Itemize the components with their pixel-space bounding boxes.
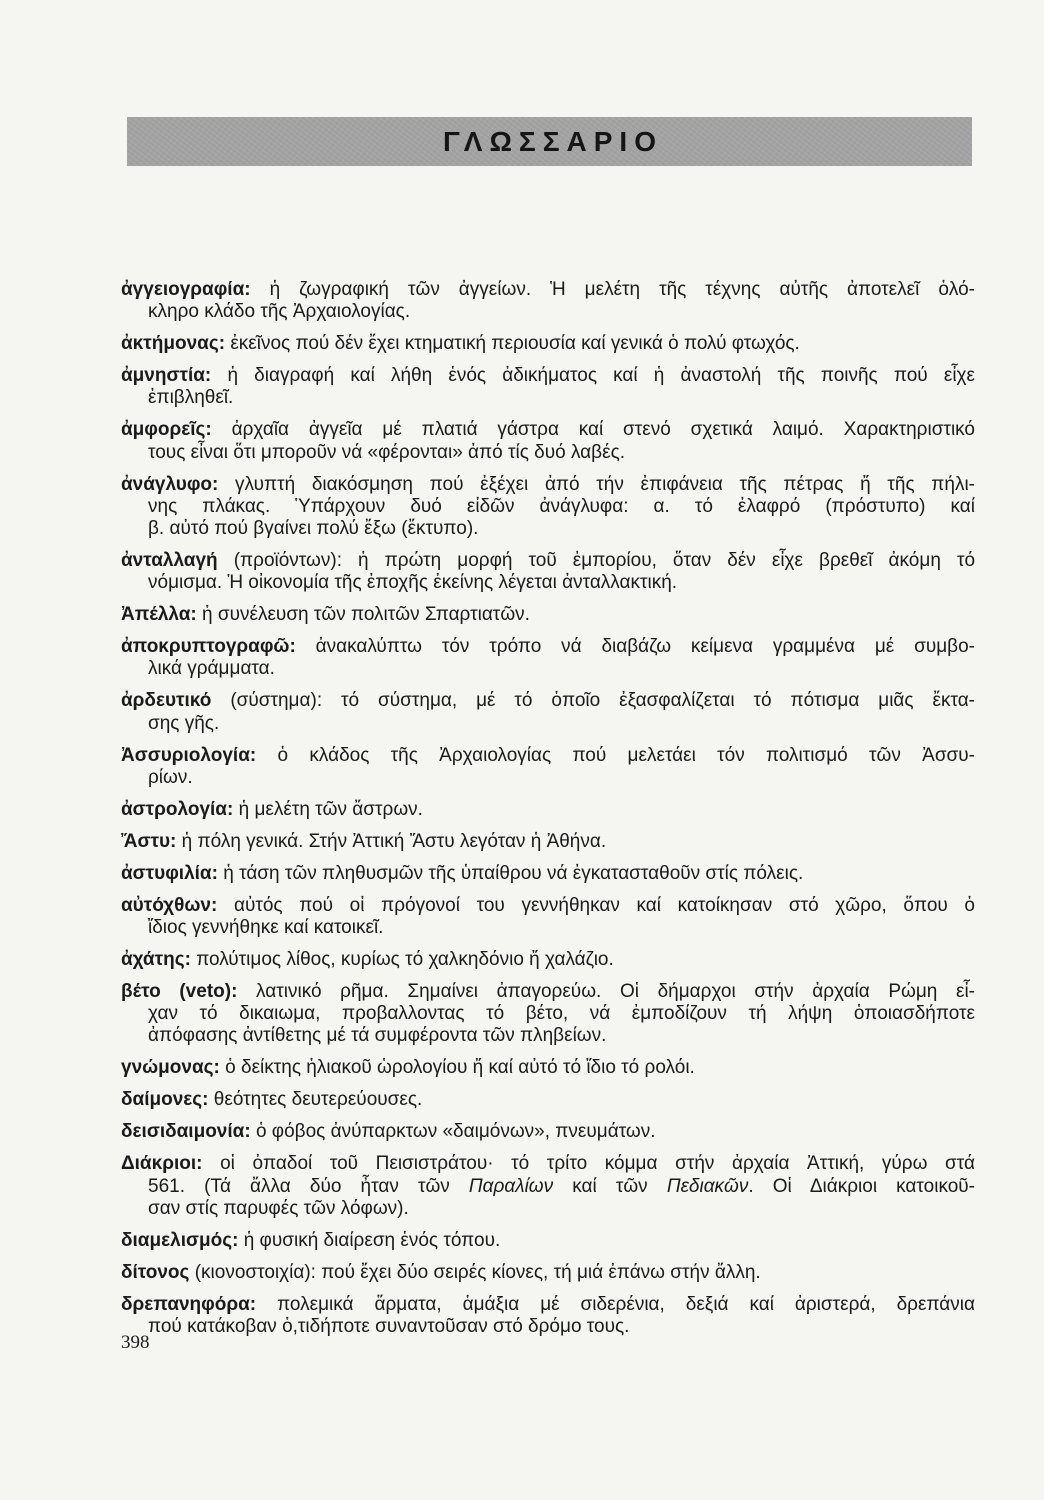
definition-text: σαν στίς παρυφές τῶν λόφων). <box>148 1197 409 1219</box>
entry-line <box>121 301 975 323</box>
entry-line <box>121 604 975 626</box>
entry-line <box>121 799 975 821</box>
definition-text: ἡ φυσική διαίρεση ἑνός τόπου. <box>243 1229 501 1251</box>
entry-line <box>121 767 975 789</box>
entry-line <box>121 279 975 301</box>
definition-text: ἀπόφασης ἀντίθετης μέ τά συμφέροντα τῶν πληβείων. <box>148 1025 607 1047</box>
glossary-entry <box>121 1294 975 1338</box>
entry-line <box>121 713 975 735</box>
entry-line <box>121 1316 975 1338</box>
title-bar <box>127 117 972 166</box>
definition-text: 561. (Τά ἄλλα δύο ἦταν τῶν <box>148 1175 469 1197</box>
definition-text: οἱ ὀπαδοί τοῦ Πεισιστράτου· τό τρίτο κόμμα στήν ἀρχαία Ἀττική, γύρω στά <box>220 1153 975 1175</box>
glossary-entry <box>121 1121 975 1143</box>
entry-line <box>121 1057 975 1079</box>
entry-term: ἀκτήμονας: <box>121 333 226 355</box>
definition-text: πολύτιμος λίθος, κυρίως τό χαλκηδόνιο ἤ χαλάζιο. <box>196 949 614 971</box>
entry-term: ἀνταλλαγή <box>121 550 218 572</box>
entry-line <box>121 1025 975 1047</box>
definition-text: ἡ πρώτη μορφή τοῦ ἐμπορίου, ὅταν δέν εἶχε βρεθεῖ ἀκόμη τό <box>358 550 976 572</box>
entry-term: δρεπανηφόρα: <box>121 1293 257 1315</box>
entry-line <box>121 474 975 496</box>
definition-text: χαν τό δικαιωμα, προβαλλοντας τό βέτο, νά ἐμποδίζουν τή λήψη ὁποιασδήποτε <box>148 1003 975 1025</box>
glossary-entry <box>121 1153 975 1220</box>
definition-text: . Οἱ Διάκριοι κατοικοῦ- <box>748 1175 975 1197</box>
entry-line <box>121 658 975 680</box>
entry-term: δίτονος <box>121 1261 190 1283</box>
glossary-entry <box>121 895 975 939</box>
entry-term: ἀγγειογραφία: <box>121 279 251 300</box>
entry-term: ἀμφορεῖς: <box>121 419 212 441</box>
definition-text: ἡ πόλη γενικά. Στήν Ἀττική Ἄστυ λεγόταν ἡ Ἀθήνα. <box>181 830 607 852</box>
entry-line <box>121 1003 975 1025</box>
definition-text: νης πλάκας. Ὑπάρχουν δυό εἰδῶν ἀνάγλυφα: α. τό ἐλαφρό (πρόστυπο) καί <box>148 495 975 517</box>
entry-line <box>121 550 975 572</box>
definition-text: ἡ συνέλευση τῶν πολιτῶν Σπαρτιατῶν. <box>202 604 530 626</box>
definition-text: πολεμικά ἅρματα, ἁμάξια μέ σιδερένια, δεξιά καί ἀριστερά, δρεπάνια <box>277 1293 975 1315</box>
definition-text: λατινικό ρῆμα. Σημαίνει ἀπαγορεύω. Οἱ δήμαρχοι στήν ἀρχαία Ρώμη εἶ- <box>256 981 975 1003</box>
definition-text: κληρο κλάδο τῆς Ἀρχαιολογίας. <box>148 301 411 323</box>
glossary-entry <box>121 550 975 594</box>
entry-line <box>121 1230 975 1252</box>
definition-text: γλυπτή διακόσμηση πού ἐξέχει ἀπό τήν ἐπιφάνεια τῆς πέτρας ἤ τῆς πήλι- <box>235 473 975 495</box>
definition-text: ρίων. <box>148 766 193 788</box>
definition-text: ὁ φόβος ἀνύπαρκτων «δαιμόνων», πνευμάτων. <box>255 1121 656 1143</box>
entry-line <box>121 419 975 441</box>
entry-qualifier: (προϊόντων): <box>233 550 342 572</box>
definition-text: ἴδιος γεννήθηκε καί κατοικεῖ. <box>148 917 384 939</box>
entry-line <box>121 1262 975 1284</box>
glossary-entry <box>121 1057 975 1079</box>
entry-line <box>121 496 975 518</box>
definition-text: αὐτός πού οἱ πρόγονοί του γεννήθηκαν καί κατοίκησαν στό χῶρο, ὅπου ὁ <box>233 894 975 916</box>
entry-term: ἀστυφιλία: <box>121 862 218 884</box>
definition-text: λικά γράμματα. <box>148 658 275 680</box>
entry-line <box>121 1121 975 1143</box>
glossary-entry <box>121 799 975 821</box>
definition-text: σης γῆς. <box>148 712 220 734</box>
entry-qualifier: (σύστημα): <box>230 690 323 712</box>
emphasized-name: Παραλίων <box>468 1175 554 1197</box>
entry-term: ἀνάγλυφο: <box>121 473 219 495</box>
entry-term: ἀστρολογία: <box>121 798 234 820</box>
glossary-list <box>121 279 975 1348</box>
entry-qualifier: (κιονοστοιχία): <box>194 1261 316 1283</box>
entry-line <box>121 949 975 971</box>
glossary-entry <box>121 604 975 626</box>
glossary-entry <box>121 981 975 1048</box>
entry-term: βέτο (veto): <box>121 981 238 1003</box>
entry-line <box>121 1153 975 1175</box>
entry-line <box>121 690 975 712</box>
page-number: 398 <box>121 1332 150 1353</box>
entry-term: διαμελισμός: <box>121 1229 239 1251</box>
entry-term: Ἀπέλλα: <box>121 604 197 626</box>
glossary-entry <box>121 333 975 355</box>
definition-text: πού κατάκοβαν ὁ,τιδήποτε συναντοῦσαν στό δρόμο τους. <box>148 1316 630 1338</box>
definition-text: ὁ δείκτης ἡλιακοῦ ὡρολογίου ἤ καί αὐτό τό ἴδιο τό ρολόι. <box>225 1057 695 1079</box>
entry-term: γνώμονας: <box>121 1057 220 1079</box>
entry-line <box>121 636 975 658</box>
entry-term: ἀρδευτικό <box>121 690 212 712</box>
entry-term: αὐτόχθων: <box>121 894 218 916</box>
glossary-entry <box>121 1089 975 1111</box>
entry-line <box>121 1176 975 1198</box>
definition-text: ἐκεῖνος πού δέν ἔχει κτηματική περιουσία καί γενικά ὁ πολύ φτωχός. <box>230 333 800 355</box>
definition-text: πού ἔχει δύο σειρές κίονες, τή μιά ἐπάνω στήν ἄλλη. <box>321 1261 761 1283</box>
glossary-entry <box>121 1230 975 1252</box>
glossary-entry <box>121 949 975 971</box>
glossary-entry <box>121 690 975 734</box>
glossary-entry <box>121 419 975 463</box>
definition-text: τους εἶναι ὅτι μποροῦν νά «φέρονται» ἀπό τίς δυό λαβές. <box>148 441 626 463</box>
entry-line <box>121 917 975 939</box>
entry-term: Διάκριοι: <box>121 1153 203 1175</box>
entry-term: ἀποκρυπτογραφῶ: <box>121 636 296 658</box>
entry-term: Ἀσσυριολογία: <box>121 744 257 766</box>
definition-text: καί τῶν <box>553 1175 667 1197</box>
entry-line <box>121 1089 975 1111</box>
entry-line <box>121 981 975 1003</box>
definition-text: ἀρχαῖα ἀγγεῖα μέ πλατιά γάστρα καί στενό σχετικά λαιμό. Χαρακτηριστικό <box>231 419 976 441</box>
entry-line <box>121 365 975 387</box>
entry-line <box>121 1198 975 1220</box>
definition-text: ὁ κλάδος τῆς Ἀρχαιολογίας πού μελετάει τόν πολιτισμό τῶν Ἀσσυ- <box>277 744 975 766</box>
glossary-entry <box>121 636 975 680</box>
entry-line <box>121 863 975 885</box>
definition-text: ἐπιβληθεῖ. <box>148 387 234 409</box>
glossary-entry <box>121 279 975 323</box>
definition-text: θεότητες δευτερεύουσες. <box>213 1089 423 1111</box>
glossary-entry <box>121 831 975 853</box>
definition-text: ἡ ζωγραφική τῶν ἀγγείων. Ἡ μελέτη τῆς τέχνης αὐτῆς ἀποτελεῖ ὁλό- <box>269 279 975 300</box>
emphasized-name: Πεδιακῶν <box>666 1175 749 1197</box>
entry-line <box>121 745 975 767</box>
definition-text: ἡ μελέτη τῶν ἄστρων. <box>238 798 423 820</box>
glossary-entry <box>121 1262 975 1284</box>
page-title: ΓΛΩΣΣΑΡΙΟ <box>443 125 663 157</box>
entry-line <box>121 333 975 355</box>
entry-term: δεισιδαιμονία: <box>121 1121 251 1143</box>
definition-text: ἡ τάση τῶν πληθυσμῶν τῆς ὑπαίθρου νά ἐγκατασταθοῦν στίς πόλεις. <box>223 862 804 884</box>
entry-line <box>121 518 975 540</box>
entry-term: ἀχάτης: <box>121 949 191 971</box>
definition-text: ἡ διαγραφή καί λήθη ἑνός ἀδικήματος καί ἡ ἀναστολή τῆς ποινῆς πού εἶχε <box>227 365 975 387</box>
entry-line <box>121 895 975 917</box>
entry-line <box>121 387 975 409</box>
definition-text: τό σύστημα, μέ τό ὁποῖο ἐξασφαλίζεται τό πότισμα μιᾶς ἔκτα- <box>341 690 976 712</box>
entry-line <box>121 831 975 853</box>
entry-line <box>121 1294 975 1316</box>
entry-term: δαίμονες: <box>121 1089 209 1111</box>
entry-line <box>121 572 975 594</box>
definition-text: ἀνακαλύπτω τόν τρόπο νά διαβάζω κείμενα γραμμένα μέ συμβο- <box>315 636 976 658</box>
definition-text: νόμισμα. Ἡ οἰκονομία τῆς ἐποχῆς ἐκείνης λέγεται ἀνταλλακτική. <box>148 572 678 594</box>
entry-line <box>121 442 975 464</box>
glossary-entry <box>121 474 975 541</box>
definition-text: β. αὐτό πού βγαίνει πολύ ἔξω (ἔκτυπο). <box>148 518 479 540</box>
glossary-entry <box>121 863 975 885</box>
entry-term: Ἄστυ: <box>121 830 177 852</box>
glossary-entry <box>121 745 975 789</box>
glossary-entry <box>121 365 975 409</box>
entry-term: ἀμνηστία: <box>121 365 212 387</box>
